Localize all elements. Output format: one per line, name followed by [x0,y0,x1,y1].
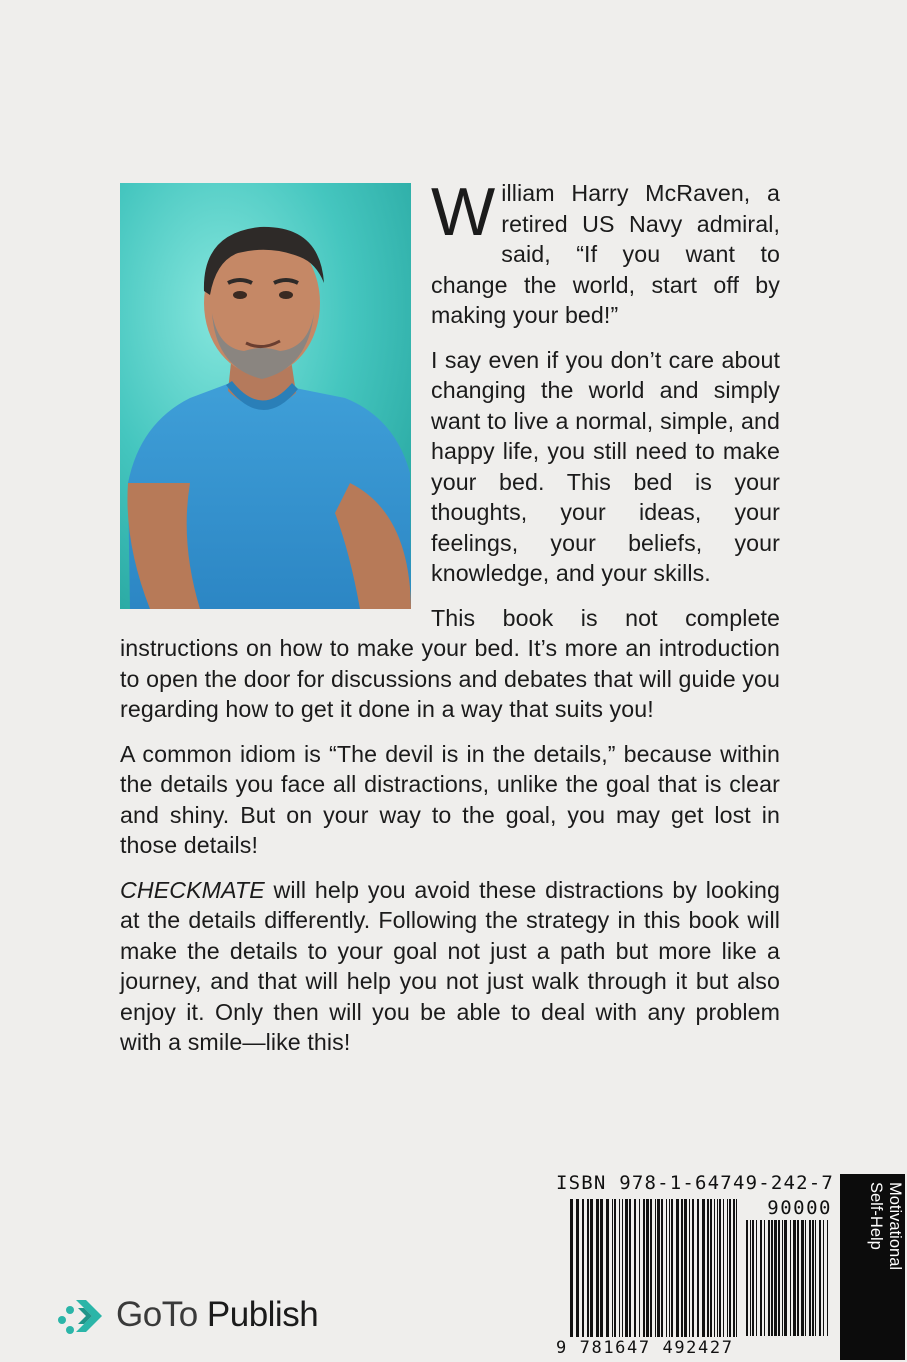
blurb-paragraph-5-text: will help you avoid these distractions by looking at the details differently. Following the strategy in this book will make the details to your goal not just a path but more like a journey, and that will help you not just walk through it but also enjoy it. Only then will you be able to deal with any problem with a smile—like this! [120,876,780,1055]
blurb-paragraph-1-text: illiam Harry McRaven, a retired US Navy admiral, said, “If you want to change the world, start off by making your bed!” [431,180,780,328]
isbn-label: ISBN 978-1-64749-242-7 [556,1172,835,1194]
genre-line-1: Motivational [886,1182,904,1271]
genre-line-2: Self-Help [867,1182,885,1250]
publisher-name [116,1295,318,1335]
publisher-name-part2: Publish [197,1295,319,1334]
barcode-digits: 9 781647 492427 [556,1338,734,1358]
publisher-name-part1: GoTo [116,1295,198,1334]
blurb-paragraph-4: A common idiom is “The devil is in the details,” because within the details you face all distractions, unlike the goal that is clear and shiny. But on your way to the goal, you may get lost in those details! [120,740,780,858]
isbn-barcode [556,1172,838,1362]
blurb-paragraph-2: I say even if you don’t care about changing the world and simply want to live a normal, simple, and happy life, you still need to make your bed. This bed is your thoughts, your ideas, your feelings, your beliefs, your knowledge, and your skills. [431,346,780,586]
genre-box [840,1174,905,1360]
back-cover-blurb [120,174,780,1072]
arrow-icon [56,1290,108,1340]
publisher-logo [56,1290,318,1340]
genre-label [854,1182,904,1352]
blurb-paragraph-5 [120,875,780,1058]
book-title: CHECKMATE [120,876,265,903]
barcode-addon-bars [746,1220,832,1336]
blurb-paragraph-3: This book is not complete instructions on how to make your bed. It’s more an introduction to open the door for discussions and debates that will guide you regarding how to get it done in a way that suits you! [120,604,780,722]
photo-spacer [120,178,431,605]
price-code: 90000 [767,1197,832,1219]
barcode-bars [570,1199,740,1337]
drop-cap: W [431,174,496,250]
